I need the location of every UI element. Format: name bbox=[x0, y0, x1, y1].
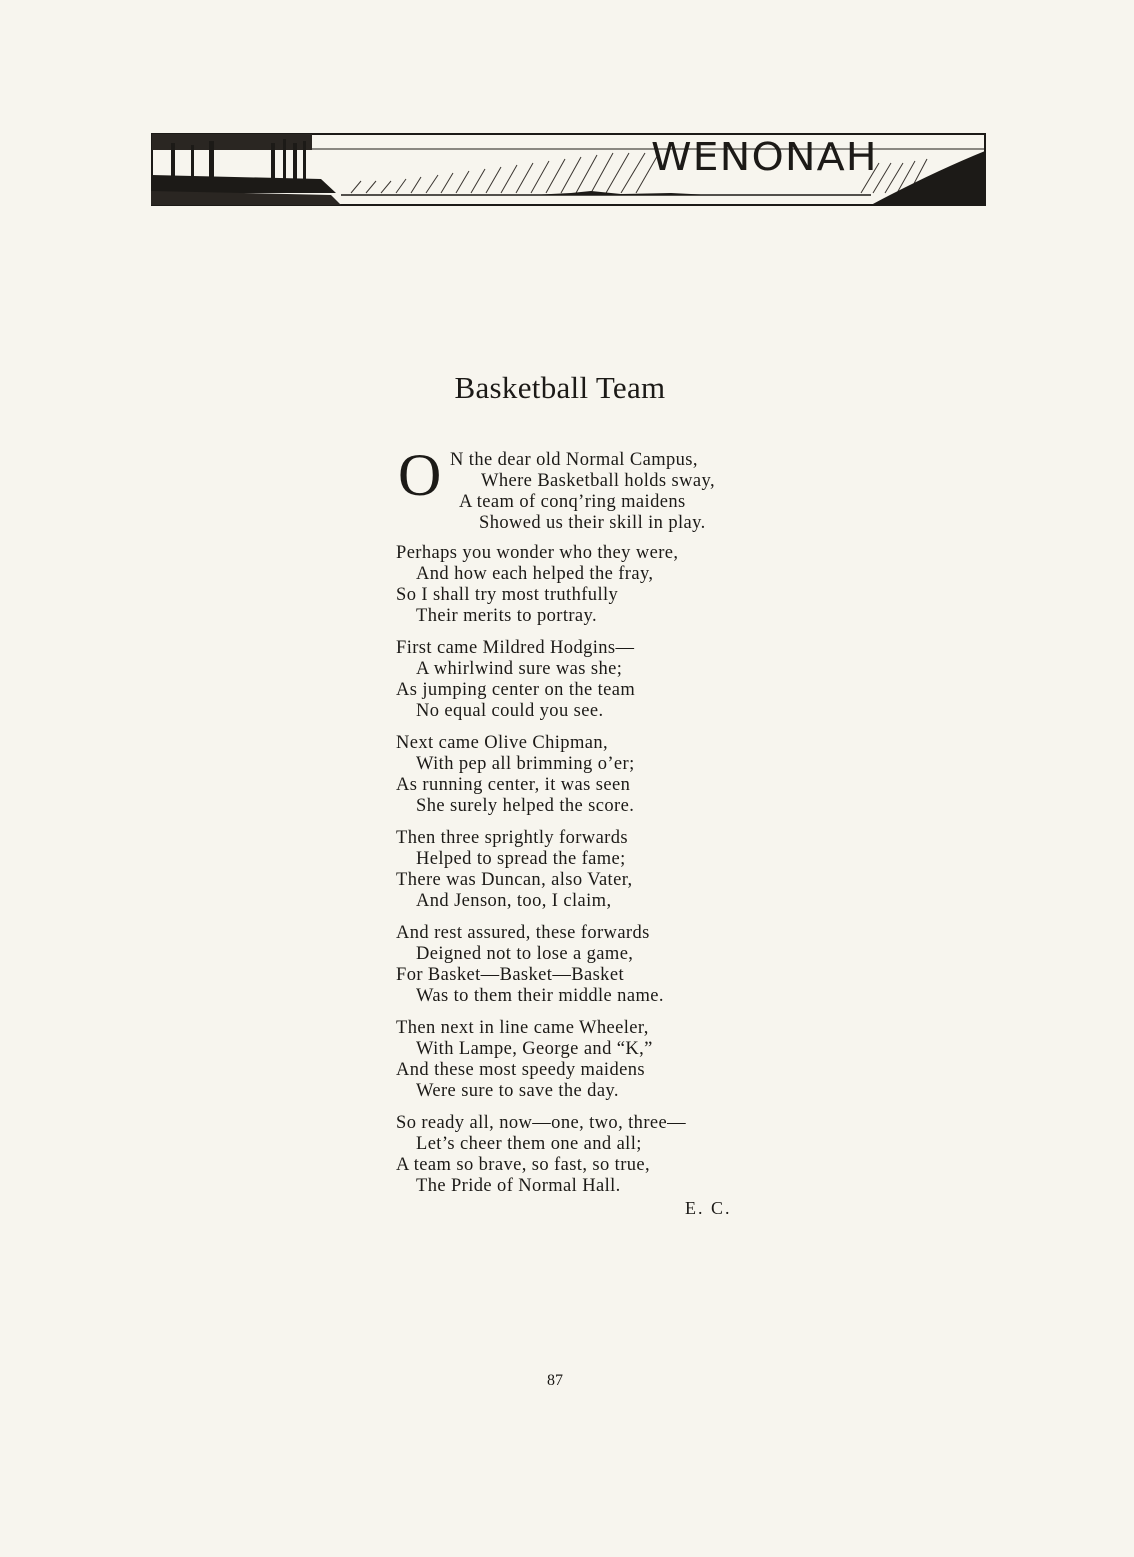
poem-title: Basketball Team bbox=[454, 370, 666, 405]
poem-line: And these most speedy maidens bbox=[396, 1060, 645, 1080]
poem-line: Helped to spread the fame; bbox=[416, 849, 626, 869]
poem-line: The Pride of Normal Hall. bbox=[416, 1176, 621, 1196]
poem-line: Then next in line came Wheeler, bbox=[396, 1018, 649, 1038]
poem-line: First came Mildred Hodgins— bbox=[396, 638, 635, 658]
stanza bbox=[396, 638, 796, 722]
stanza bbox=[396, 442, 796, 533]
poem-line: Was to them their middle name. bbox=[416, 986, 664, 1006]
poem-line: So ready all, now—one, two, three— bbox=[396, 1113, 687, 1133]
stanza bbox=[396, 543, 796, 627]
poem-line: And how each helped the fray, bbox=[416, 564, 654, 584]
poem-line: No equal could you see. bbox=[416, 701, 604, 721]
page-number: 87 bbox=[547, 1372, 563, 1389]
poem-line: A team of conq’ring maidens bbox=[459, 492, 686, 512]
stanza bbox=[396, 733, 796, 817]
poem-line: As running center, it was seen bbox=[396, 775, 631, 795]
poem-line: There was Duncan, also Vater, bbox=[396, 870, 633, 890]
drop-cap: O bbox=[398, 442, 442, 508]
poem-line: N the dear old Normal Campus, bbox=[450, 450, 698, 470]
poem-line: For Basket—Basket—Basket bbox=[396, 965, 624, 985]
poem-line: So I shall try most truthfully bbox=[396, 585, 619, 605]
poem-line: As jumping center on the team bbox=[396, 680, 636, 700]
banner-title: WENONAH bbox=[651, 135, 878, 179]
poem-line: Deigned not to lose a game, bbox=[416, 944, 634, 964]
poem-body bbox=[396, 442, 796, 1208]
poem-line: And rest assured, these forwards bbox=[396, 923, 650, 943]
poem-line: With pep all brimming o’er; bbox=[416, 754, 635, 774]
poem-line: Perhaps you wonder who they were, bbox=[396, 543, 679, 563]
stanza bbox=[396, 1113, 796, 1197]
poem-line: Their merits to portray. bbox=[416, 606, 598, 626]
author-signature: E. C. bbox=[685, 1198, 732, 1218]
poem-line: A team so brave, so fast, so true, bbox=[396, 1155, 651, 1175]
header-banner bbox=[151, 133, 986, 206]
poem-line: Let’s cheer them one and all; bbox=[416, 1134, 642, 1154]
poem-line: With Lampe, George and “K,” bbox=[416, 1039, 653, 1059]
stanza bbox=[396, 1018, 796, 1102]
stanza bbox=[396, 828, 796, 912]
poem-line: She surely helped the score. bbox=[416, 796, 635, 816]
poem-line: Then three sprightly forwards bbox=[396, 828, 628, 848]
poem-line: Showed us their skill in play. bbox=[479, 513, 706, 533]
poem-line: Were sure to save the day. bbox=[416, 1081, 619, 1101]
poem-line: Next came Olive Chipman, bbox=[396, 733, 609, 753]
stanza bbox=[396, 923, 796, 1007]
poem-line: A whirlwind sure was she; bbox=[416, 659, 623, 679]
poem-line: And Jenson, too, I claim, bbox=[416, 891, 612, 911]
poem-line: Where Basketball holds sway, bbox=[481, 471, 715, 491]
